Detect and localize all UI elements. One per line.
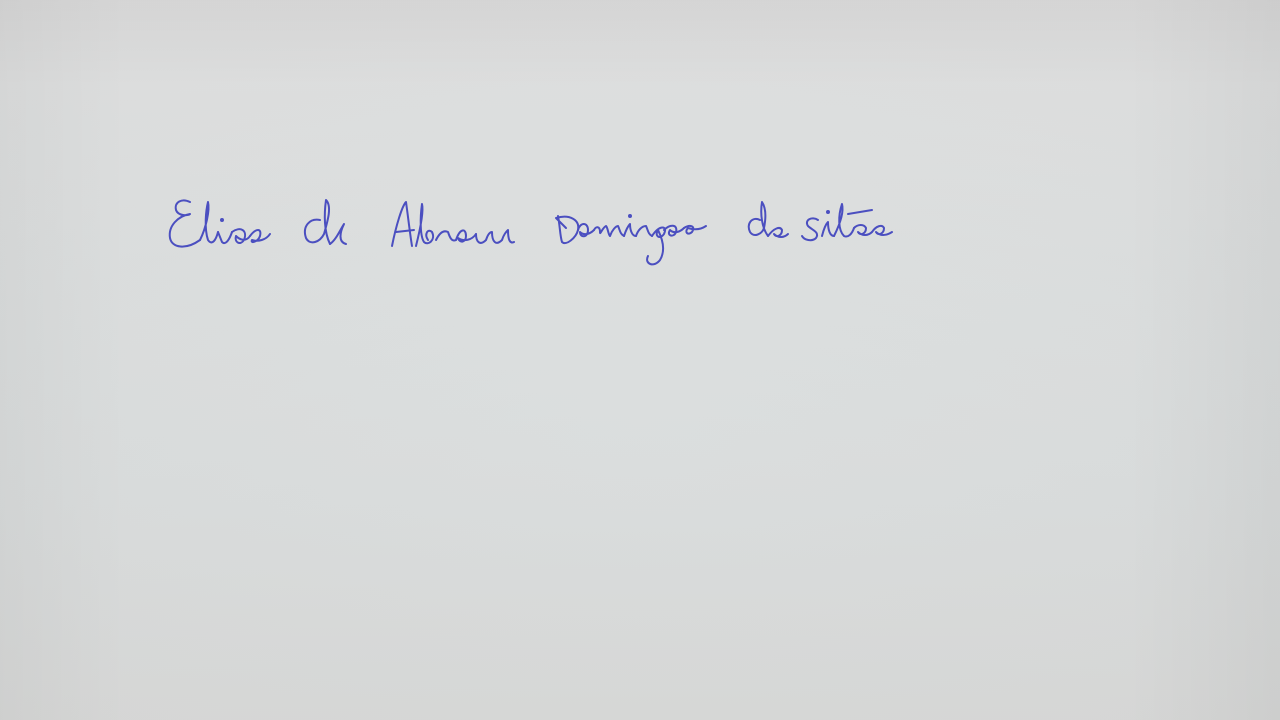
handwriting-strokes: [160, 180, 920, 280]
word-da: [749, 202, 788, 237]
word-silva: [802, 204, 892, 240]
word-abreu: [392, 202, 514, 246]
word-elias: [170, 200, 270, 246]
handwritten-name: [160, 180, 920, 280]
word-domingos: [556, 215, 706, 264]
word-de: [305, 200, 346, 244]
